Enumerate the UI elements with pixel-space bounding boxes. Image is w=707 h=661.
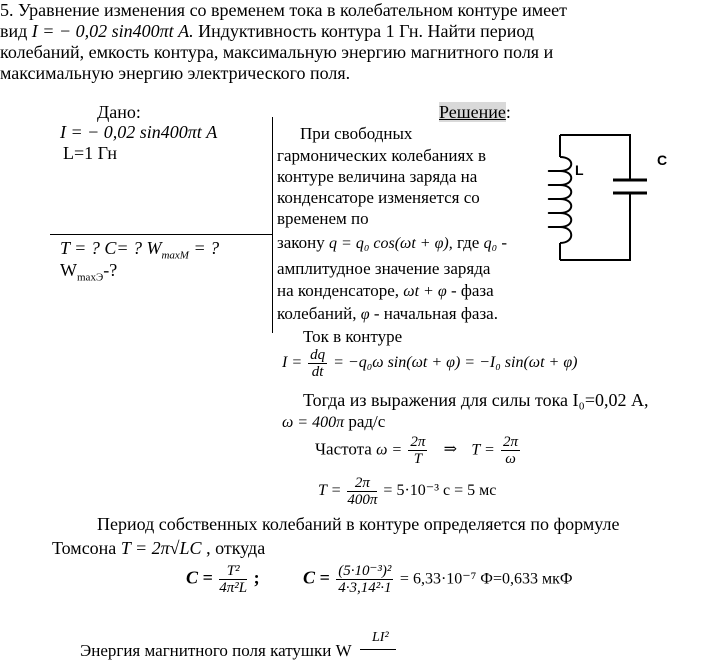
solution-line-3: контуре величина заряда на [277, 167, 478, 186]
implies-arrow: ⇒ [443, 441, 458, 459]
period-formula: T = $\frac{2\pi}{400\pi}$ = 5·10⁻³ с = 5 мс [318, 475, 497, 508]
solution-line-8: колебаний, φ - начальная фаза. [277, 304, 498, 323]
circuit-wire-top [560, 135, 630, 180]
given-line-1: I = − 0,02 sin400πt А [60, 122, 218, 142]
find-line-1: T = ? C= ? $W_{maxM}$ = ? [60, 238, 220, 262]
given-vertical-divider [272, 117, 273, 333]
problem-line-1: 5. Уравнение изменения со временем тока в колебательном контуре имеет [0, 0, 567, 20]
inductor-coil-icon [549, 157, 572, 243]
thomson-line-2: Томсона T = 2π√LC , откуда [52, 538, 266, 558]
lc-circuit-diagram [535, 125, 685, 275]
current-equation: I = − 0,02 sin400πt А. [31, 21, 194, 41]
energy-fraction-bar [360, 649, 396, 650]
dq-dt-fraction: $\frac{dq}{dt}$ [310, 347, 326, 380]
problem-statement [0, 0, 640, 84]
energy-line: Энергия магнитного поля катушки W [80, 641, 352, 660]
solution-header: Решение: [439, 102, 511, 122]
solution-line-7: на конденсаторе, ωt + φ - фаза [277, 281, 494, 300]
inductor-label: L [575, 162, 584, 178]
thomson-formula: T = 2π√LC [120, 538, 202, 558]
thomson-line-1: Период собственных колебаний в контуре определяется по формуле [97, 514, 620, 534]
energy-fraction-numerator: LI² [372, 630, 389, 645]
current-formula: I = $\frac{dq}{dt}$ = −q₀ω sin(ωt + φ) = −I₀ sin(ωt + φ) [282, 347, 578, 380]
solution-line-5: временем по [277, 209, 369, 228]
problem-line-2: вид I = − 0,02 sin400πt А. Индуктивность контура 1 Гн. Найти период [0, 21, 535, 41]
given-header: Дано: [97, 102, 141, 122]
problem-line-4: максимальную энергию электрического поля. [0, 63, 351, 83]
solution-line-1: При свободных [300, 124, 413, 143]
solution-line-4: конденсаторе изменяется со [277, 188, 480, 207]
solution-line-6: амплитудное значение заряда [277, 259, 491, 278]
given-divider [50, 234, 272, 235]
find-line-2: $W_{maxЭ}-$? [60, 260, 118, 284]
frequency-line: Частота ω = $\frac{2\pi}{T}$ ⇒ T = $\frac{2\pi}{\omega}$ [315, 434, 518, 467]
solution-law-line: закону q = q₀ cos(ωt + φ), где q₀ - [277, 233, 508, 252]
capacitance-formula: C = $\frac{\text{T²}}{\text{4π²L}}$ ; [186, 563, 260, 596]
capacitance-value: C = $\frac{\text{(5·10⁻³)²}}{\text{4·3,14²·1}}$ = 6,33·10⁻⁷ Ф=0,633 мкФ [303, 563, 573, 596]
given-line-2: L=1 Гн [63, 143, 117, 163]
solution-line-2: гармонических колебаниях в [277, 146, 487, 165]
current-title: Ток в контуре [303, 327, 403, 346]
omega-line: ω = 400π рад/с [282, 412, 386, 431]
charge-law-formula: q = q₀ cos(ωt + φ), [329, 235, 453, 252]
from-current-line: Тогда из выражения для силы тока I₀=0,02 А, [303, 390, 649, 410]
capacitor-label: C [657, 152, 668, 168]
problem-line-3: колебаний, емкость контура, максимальную энергию магнитного поля и [0, 42, 554, 62]
